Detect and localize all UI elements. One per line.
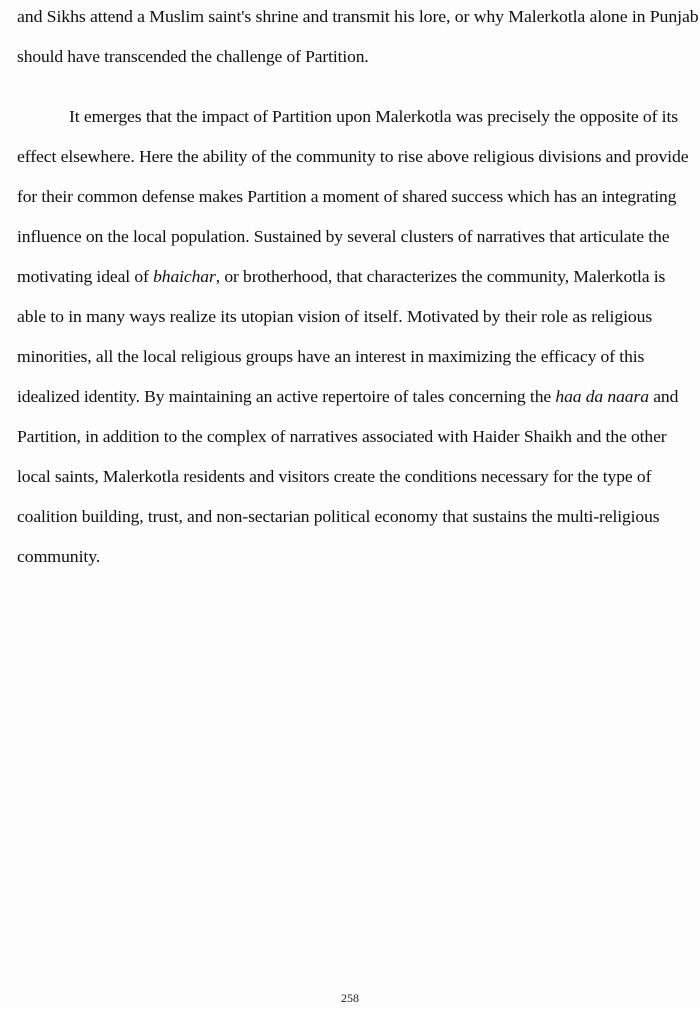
text-line-9: minorities, all the local religious groups have an interest in maximizing the efficacy of this	[17, 347, 645, 366]
italic-term-bhaichar: bhaichar	[153, 267, 216, 286]
text-segment: idealized identity. By maintaining an active repertoire of tales concerning the	[17, 387, 556, 406]
paragraph-2-first-line: It emerges that the impact of Partition upon Malerkotla was precisely the opposite of its	[69, 107, 678, 126]
text-line-7	[17, 267, 665, 287]
text-line-2: should have transcended the challenge of Partition.	[17, 47, 369, 66]
text-segment: motivating ideal of	[17, 267, 154, 286]
italic-term-haa-da-naara: haa da naara	[555, 387, 649, 406]
text-line-11: Partition, in addition to the complex of narratives associated with Haider Shaikh and the other	[17, 427, 667, 446]
text-line-14: community.	[17, 547, 101, 566]
text-line-10	[17, 387, 678, 407]
text-line-5: for their common defense makes Partition a moment of shared success which has an integrating	[17, 187, 677, 206]
text-line-6: influence on the local population. Sustained by several clusters of narratives that articulate the	[17, 227, 670, 246]
text-segment: and	[648, 387, 679, 406]
text-line-4: effect elsewhere. Here the ability of the community to rise above religious divisions and provide	[17, 147, 689, 166]
text-line-12: local saints, Malerkotla residents and visitors create the conditions necessary for the type of	[17, 467, 652, 486]
text-line-1: and Sikhs attend a Muslim saint's shrine and transmit his lore, or why Malerkotla alone in Punjab	[17, 7, 699, 26]
page-number: 258	[341, 991, 359, 1005]
text-line-8: able to in many ways realize its utopian vision of itself. Motivated by their role as religious	[17, 307, 653, 326]
text-line-13: coalition building, trust, and non-sectarian political economy that sustains the multi-religious	[17, 507, 660, 526]
text-segment: , or brotherhood, that characterizes the community, Malerkotla is	[215, 267, 666, 286]
